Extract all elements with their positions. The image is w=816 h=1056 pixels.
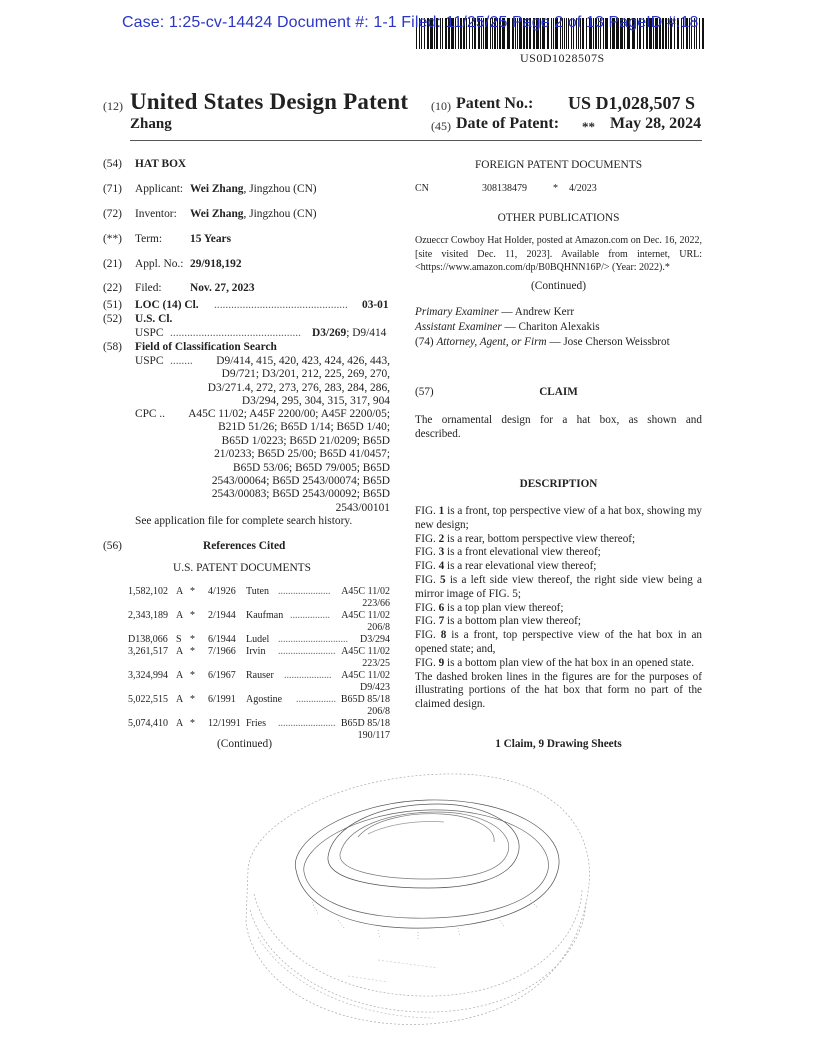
ref-dots: ..................... <box>278 586 331 597</box>
ref-number: D138,066 <box>128 634 168 645</box>
code-71: (71) <box>103 183 122 195</box>
claims-sheets: 1 Claim, 9 Drawing Sheets <box>495 738 622 750</box>
ref-date: 2/1944 <box>208 610 236 621</box>
ref-number: 3,261,517 <box>128 646 168 657</box>
patent-number: US D1,028,507 S <box>568 93 696 113</box>
refs-continued: (Continued) <box>217 738 273 750</box>
code-10: (10) <box>431 99 451 113</box>
loc-value: 03-01 <box>362 299 389 311</box>
code-22: (22) <box>103 282 122 294</box>
foreign-number: 308138479 <box>482 183 527 194</box>
attorney-label: Attorney, Agent, or Firm <box>436 336 547 348</box>
loc-label: LOC (14) Cl. <box>135 299 199 311</box>
figure-number: 1 <box>438 505 445 517</box>
uspc-class-line: D9/414, 415, 420, 423, 424, 426, 443, <box>216 355 390 367</box>
inventor-value <box>190 208 317 221</box>
figure-number: 6 <box>438 601 445 614</box>
term-label: Term: <box>135 233 163 245</box>
ref-kind: A <box>176 586 184 597</box>
inventor-surname: Zhang <box>130 116 172 132</box>
figure-number: 4 <box>438 560 445 573</box>
applicant-location: , Jingzhou (CN) <box>243 183 317 195</box>
other-pubs-head: OTHER PUBLICATIONS <box>497 212 620 224</box>
applicant-name: Wei Zhang <box>190 183 244 195</box>
ref-class: D3/294 <box>360 634 390 645</box>
code-term: (**) <box>103 233 122 245</box>
ref-kind: A <box>176 670 184 681</box>
code-51: (51) <box>103 299 122 311</box>
ref-dots: ................... <box>284 670 332 681</box>
header-rule <box>130 140 702 141</box>
assistant-examiner-name: — Chariton Alexakis <box>504 321 600 333</box>
primary-examiner-label: Primary Examiner <box>415 306 499 318</box>
barcode-bar <box>702 18 704 49</box>
figure-number: 9 <box>438 656 445 669</box>
cpc-class-line: A45C 11/02; A45F 2200/00; A45F 2200/05; <box>188 408 390 420</box>
refs-label: References Cited <box>203 540 286 552</box>
cpc-class-line: 2543/00083; B65D 2543/00092; B65D <box>211 488 390 501</box>
description-head: DESCRIPTION <box>519 478 598 490</box>
code-58: (58) <box>103 341 122 353</box>
cpc-class-line: 2543/00101 <box>335 501 390 514</box>
ref-kind: A <box>176 646 184 657</box>
uscl-primary: D3/269 <box>312 327 347 339</box>
ref-subclass: 223/25 <box>362 658 390 669</box>
attorney <box>415 335 670 349</box>
hat-box-drawing <box>228 762 608 1042</box>
cpc-class-line: B65D 1/0223; B65D 21/0209; B65D <box>221 434 390 447</box>
other-pubs-continued: (Continued) <box>530 280 587 292</box>
uscl-dots: .............................................. <box>170 327 301 339</box>
ref-subclass: 190/117 <box>357 730 390 741</box>
description-item: FIG. 3 is a front elevational view thereof; <box>415 546 601 559</box>
assistant-examiner-label: Assistant Examiner <box>415 321 502 333</box>
code-12: (12) <box>103 99 123 113</box>
other-pubs-text: Ozueccr Cowboy Hat Holder, posted at Amazon.com on Dec. 16, 2022, [site visited Dec. 11, 2023]. Available from internet, URL: <https://www.amazon.com/dp/B0BQHNN16P/> (Year: 2022).* <box>415 235 702 274</box>
uscl-secondary: ; D9/414 <box>346 327 387 339</box>
claim-head: CLAIM <box>539 386 578 398</box>
ref-kind: A <box>176 694 184 705</box>
cpc-class-line: 2543/00064; B65D 2543/00074; B65D <box>211 475 390 487</box>
ref-dots: ............................ <box>278 634 348 645</box>
invention-title: HAT BOX <box>135 158 187 170</box>
code-21: (21) <box>103 258 122 270</box>
ref-star: * <box>190 586 195 597</box>
patent-no-label: Patent No.: <box>456 95 534 112</box>
foreign-head: FOREIGN PATENT DOCUMENTS <box>474 159 643 171</box>
cpc-class-line: B65D 53/06; B65D 79/005; B65D <box>233 461 390 474</box>
ref-date: 12/1991 <box>208 718 241 729</box>
inventor-location: , Jingzhou (CN) <box>243 208 317 220</box>
description-item: FIG. 5 is a left side view thereof, the right side view being a mirror image of FIG. 5; <box>415 573 702 600</box>
figure-number: 8 <box>440 629 447 642</box>
uspc-class-line: D3/294, 295, 304, 315, 317, 904 <box>241 395 390 408</box>
ref-number: 5,022,515 <box>128 694 168 705</box>
ref-kind: A <box>176 718 184 729</box>
ref-name: Kaufman <box>246 610 284 621</box>
ref-name: Irvin <box>246 646 266 657</box>
ref-name: Tuten <box>246 586 269 597</box>
ref-class: A45C 11/02 <box>341 610 390 621</box>
ref-star: * <box>190 646 195 657</box>
ref-class: B65D 85/18 <box>340 718 390 729</box>
ref-subclass: 206/8 <box>367 622 390 633</box>
ref-dots: ................ <box>290 610 330 621</box>
description-item: FIG. 7 is a bottom plan view thereof; <box>415 615 581 628</box>
figure-number: 2 <box>438 532 445 545</box>
appl-label: Appl. No.: <box>135 258 184 270</box>
ref-date: 7/1966 <box>208 646 236 657</box>
inventor-name: Wei Zhang <box>190 208 244 220</box>
ref-name: Agostine <box>246 694 283 705</box>
ref-name: Rauser <box>246 670 274 681</box>
ref-date: 6/1944 <box>208 634 236 645</box>
cpc-class-line: B21D 51/26; B65D 1/14; B65D 1/40; <box>218 421 390 434</box>
foreign-star: * <box>553 183 558 194</box>
applicant-label: Applicant: <box>135 183 184 195</box>
description-item: FIG. 2 is a rear, bottom perspective view thereof; <box>415 532 636 545</box>
ref-subclass: D9/423 <box>360 682 390 693</box>
code-54: (54) <box>103 158 122 170</box>
ref-star: * <box>190 610 195 621</box>
filed-date: Nov. 27, 2023 <box>190 282 255 294</box>
uscl-uspc-label: USPC <box>135 327 164 339</box>
ref-star: * <box>190 694 195 705</box>
cpc-class-line: 21/0233; B65D 25/00; B65D 41/0457; <box>214 448 390 461</box>
figure-number: 7 <box>438 615 445 628</box>
barcode-bar <box>699 18 700 49</box>
field-uspc-label: USPC <box>135 355 164 367</box>
filed-label: Filed: <box>135 282 162 294</box>
ref-number: 1,582,102 <box>128 586 168 597</box>
case-stamp: Case: 1:25-cv-14424 Document #: 1-1 Filed: 11/25/25 Page 2 of 13 PageID #:18 <box>122 14 699 31</box>
code-74: (74) <box>415 336 434 348</box>
date-stars: ** <box>582 119 595 134</box>
ref-star: * <box>190 634 195 645</box>
field-note: See application file for complete search history. <box>135 515 353 527</box>
uspc-class-line: D3/271.4, 272, 273, 276, 283, 284, 286, <box>207 381 390 394</box>
ref-class: A45C 11/02 <box>341 646 390 657</box>
ref-class: A45C 11/02 <box>341 670 390 681</box>
field-label: Field of Classification Search <box>135 341 277 353</box>
foreign-country: CN <box>415 183 429 194</box>
primary-examiner-name: — Andrew Kerr <box>501 306 575 318</box>
ref-dots: ....................... <box>278 646 336 657</box>
figure-number: 5 <box>440 573 446 586</box>
figure-number: 3 <box>438 546 445 559</box>
ref-number: 5,074,410 <box>128 718 168 729</box>
inventor-label: Inventor: <box>135 208 177 220</box>
ref-dots: ................ <box>296 694 336 705</box>
ref-kind: A <box>176 610 184 621</box>
claim-text: The ornamental design for a hat box, as shown and described. <box>415 414 702 440</box>
ref-date: 6/1967 <box>208 670 236 681</box>
description-item: FIG. 4 is a rear elevational view thereof; <box>415 560 597 573</box>
code-45: (45) <box>431 119 451 133</box>
assistant-examiner <box>415 320 600 334</box>
field-uspc-dots: ........ <box>170 355 193 367</box>
uspc-class-line: D9/721; D3/201, 212, 225, 269, 270, <box>221 368 390 381</box>
loc-dots: ............................................... <box>214 299 348 311</box>
description-item: FIG. 9 is a bottom plan view of the hat box in an opened state. <box>415 656 695 669</box>
code-72: (72) <box>103 208 122 220</box>
field-cpc-label: CPC .. <box>135 408 166 420</box>
date-label: Date of Patent: <box>456 115 560 132</box>
ref-subclass: 206/8 <box>367 706 390 717</box>
patent-type-title: United States Design Patent <box>130 89 409 114</box>
ref-class: A45C 11/02 <box>341 586 390 597</box>
applicant-value <box>190 183 317 196</box>
ref-class: B65D 85/18 <box>340 694 390 705</box>
primary-examiner <box>415 305 574 319</box>
term-value: 15 Years <box>190 233 232 245</box>
description-item: FIG. 6 is a top plan view thereof; <box>415 601 564 614</box>
ref-star: * <box>190 718 195 729</box>
ref-date: 4/1926 <box>208 586 236 597</box>
ref-date: 6/1991 <box>208 694 236 705</box>
code-57: (57) <box>415 386 434 398</box>
us-patents-head: U.S. PATENT DOCUMENTS <box>173 562 311 574</box>
ref-subclass: 223/66 <box>362 598 390 609</box>
uscl-value <box>312 327 386 340</box>
code-52: (52) <box>103 313 122 325</box>
foreign-date: 4/2023 <box>569 183 597 194</box>
description-item: FIG. 1 is a front, top perspective view of a hat box, showing my new design; <box>415 505 702 531</box>
ref-star: * <box>190 670 195 681</box>
description-item: FIG. 8 is a front, top perspective view of the hat box in an opened state; and, <box>415 629 702 655</box>
uscl-label: U.S. Cl. <box>135 313 173 325</box>
patent-date: May 28, 2024 <box>610 115 702 132</box>
appl-number: 29/918,192 <box>190 258 242 270</box>
barcode-number: US0D1028507S <box>520 51 605 65</box>
ref-number: 3,324,994 <box>128 670 168 681</box>
description-list <box>415 505 702 712</box>
ref-kind: S <box>176 634 182 645</box>
ref-name: Fries <box>246 718 266 729</box>
ref-dots: ....................... <box>278 718 336 729</box>
code-56: (56) <box>103 540 122 552</box>
ref-name: Ludel <box>246 634 270 645</box>
ref-number: 2,343,189 <box>128 610 168 621</box>
description-note: The dashed broken lines in the figures are for the purposes of illustrating portions of the hat box that form no part of the claimed design. <box>415 670 702 711</box>
attorney-name: — Jose Cherson Weissbrot <box>549 336 670 348</box>
